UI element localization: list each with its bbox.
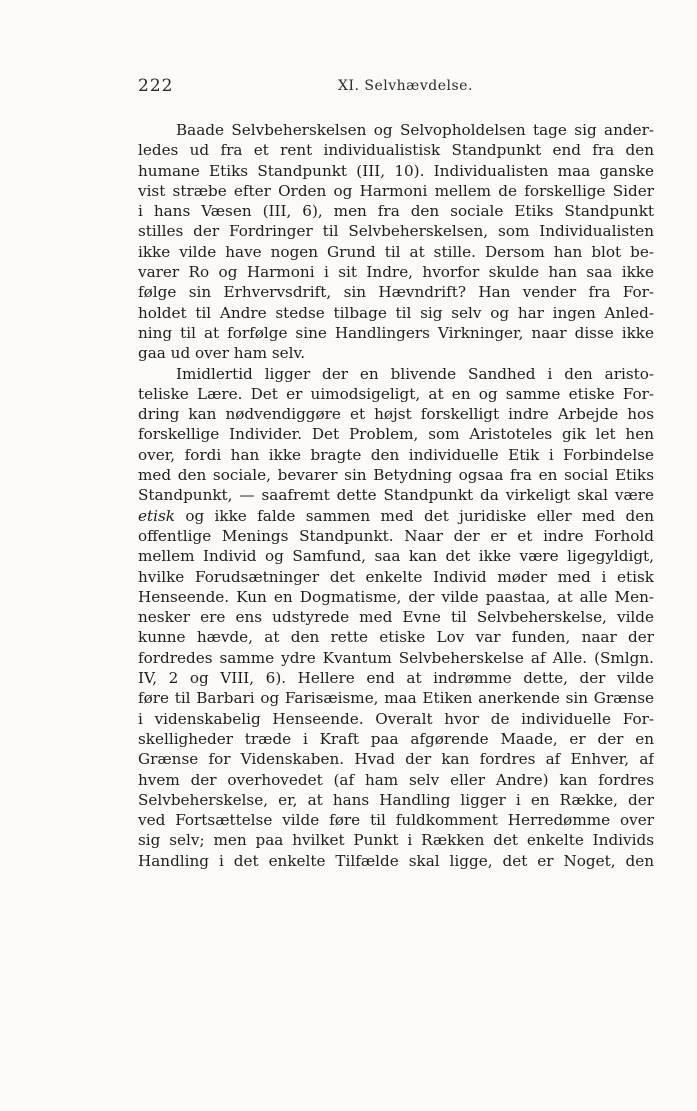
text-line: Grænse for Videnskaben. Hvad der kan fordres af Enhver, af — [138, 750, 654, 769]
text-line: gaa ud over ham selv. — [138, 344, 306, 363]
text-line: sig selv; men paa hvilket Punkt i Rækken det enkelte Individs — [138, 831, 654, 850]
text-line: forskellige Individer. Det Problem, som Aristoteles gik let hen — [138, 425, 654, 444]
text-line: hvilke Forudsætninger det enkelte Individ møder med i etisk — [138, 567, 654, 586]
text-line: Imidlertid ligger der en blivende Sandhed i den aristo- — [176, 364, 654, 383]
text-line: varer Ro og Harmoni i sit Indre, hvorfor skulde han saa ikke — [138, 263, 654, 282]
text-line: Handling i det enkelte Tilfælde skal ligge, det er Noget, den — [138, 851, 654, 870]
text-line: nesker ere ens udstyrede med Evne til Selvbeherskelse, vilde — [138, 608, 654, 627]
text-line: hvem der overhovedet (af ham selv eller Andre) kan fordres — [138, 770, 654, 789]
text-line: vist stræbe efter Orden og Harmoni mellem de forskellige Sider — [138, 181, 654, 200]
text-line: offentlige Menings Standpunkt. Naar der er et indre Forhold — [138, 526, 654, 545]
text-line: dring kan nødvendiggøre et højst forskelligt indre Arbejde hos — [138, 405, 654, 424]
text-line: humane Etiks Standpunkt (III, 10). Individualisten maa ganske — [138, 161, 654, 180]
text-line: mellem Individ og Samfund, saa kan det ikke være ligegyldigt, — [138, 547, 654, 566]
text-line: holdet til Andre stedse tilbage til sig selv og har ingen Anled- — [138, 303, 654, 322]
text-line: Selvbeherskelse, er, at hans Handling ligger i en Række, der — [138, 790, 654, 809]
text-line: Henseende. Kun en Dogmatisme, der vilde paastaa, at alle Men- — [138, 587, 654, 606]
running-head: XI. Selvhævdelse. — [338, 78, 473, 94]
body-text — [138, 120, 654, 871]
text-line: stilles der Fordringer til Selvbeherskelsen, som Individualisten — [138, 222, 654, 241]
text-line: Standpunkt, — saafremt dette Standpunkt da virkeligt skal være — [138, 486, 654, 505]
emphasized-word: etisk — [138, 506, 175, 525]
text-line: skelligheder træde i Kraft paa afgørende Maade, er der en — [138, 729, 654, 748]
text-line: ledes ud fra et rent individualistisk Standpunkt end fra den — [138, 141, 654, 160]
text-line: IV, 2 og VIII, 6). Hellere end at indrømme dette, der vilde — [138, 669, 654, 688]
text-line: følge sin Erhvervsdrift, sin Hævndrift? Han vender fra For- — [138, 283, 654, 302]
text-line: i hans Væsen (III, 6), men fra den sociale Etiks Standpunkt — [138, 202, 654, 221]
text-line: kunne hævde, at den rette etiske Lov var funden, naar der — [138, 628, 654, 647]
page-number: 222 — [138, 76, 174, 96]
text-line: ved Fortsættelse vilde føre til fuldkomment Herredømme over — [138, 811, 654, 830]
text-line: teliske Lære. Det er uimodsigeligt, at en og samme etiske For- — [138, 384, 654, 403]
text-line: ning til at forfølge sine Handlingers Virkninger, naar disse ikke — [138, 323, 654, 342]
page-header — [138, 76, 558, 100]
text-line: Baade Selvbeherskelsen og Selvopholdelsen tage sig ander- — [176, 121, 654, 139]
text-line: fordredes samme ydre Kvantum Selvbeherskelse af Alle. (Smlgn. — [138, 648, 654, 667]
text-line: ikke vilde have nogen Grund til at stille. Dersom han blot be- — [138, 242, 654, 261]
text-line: med den sociale, bevarer sin Betydning ogsaa fra en social Etiks — [138, 466, 654, 485]
text-line: over, fordi han ikke bragte den individuelle Etik i Forbindelse — [138, 445, 654, 464]
text-line: etisk og ikke falde sammen med det juridiske eller med den — [138, 506, 654, 525]
text-line: føre til Barbari og Farisæisme, maa Etiken anerkende sin Grænse — [138, 689, 654, 708]
text-line: i videnskabelig Henseende. Overalt hvor de individuelle For- — [138, 709, 654, 728]
